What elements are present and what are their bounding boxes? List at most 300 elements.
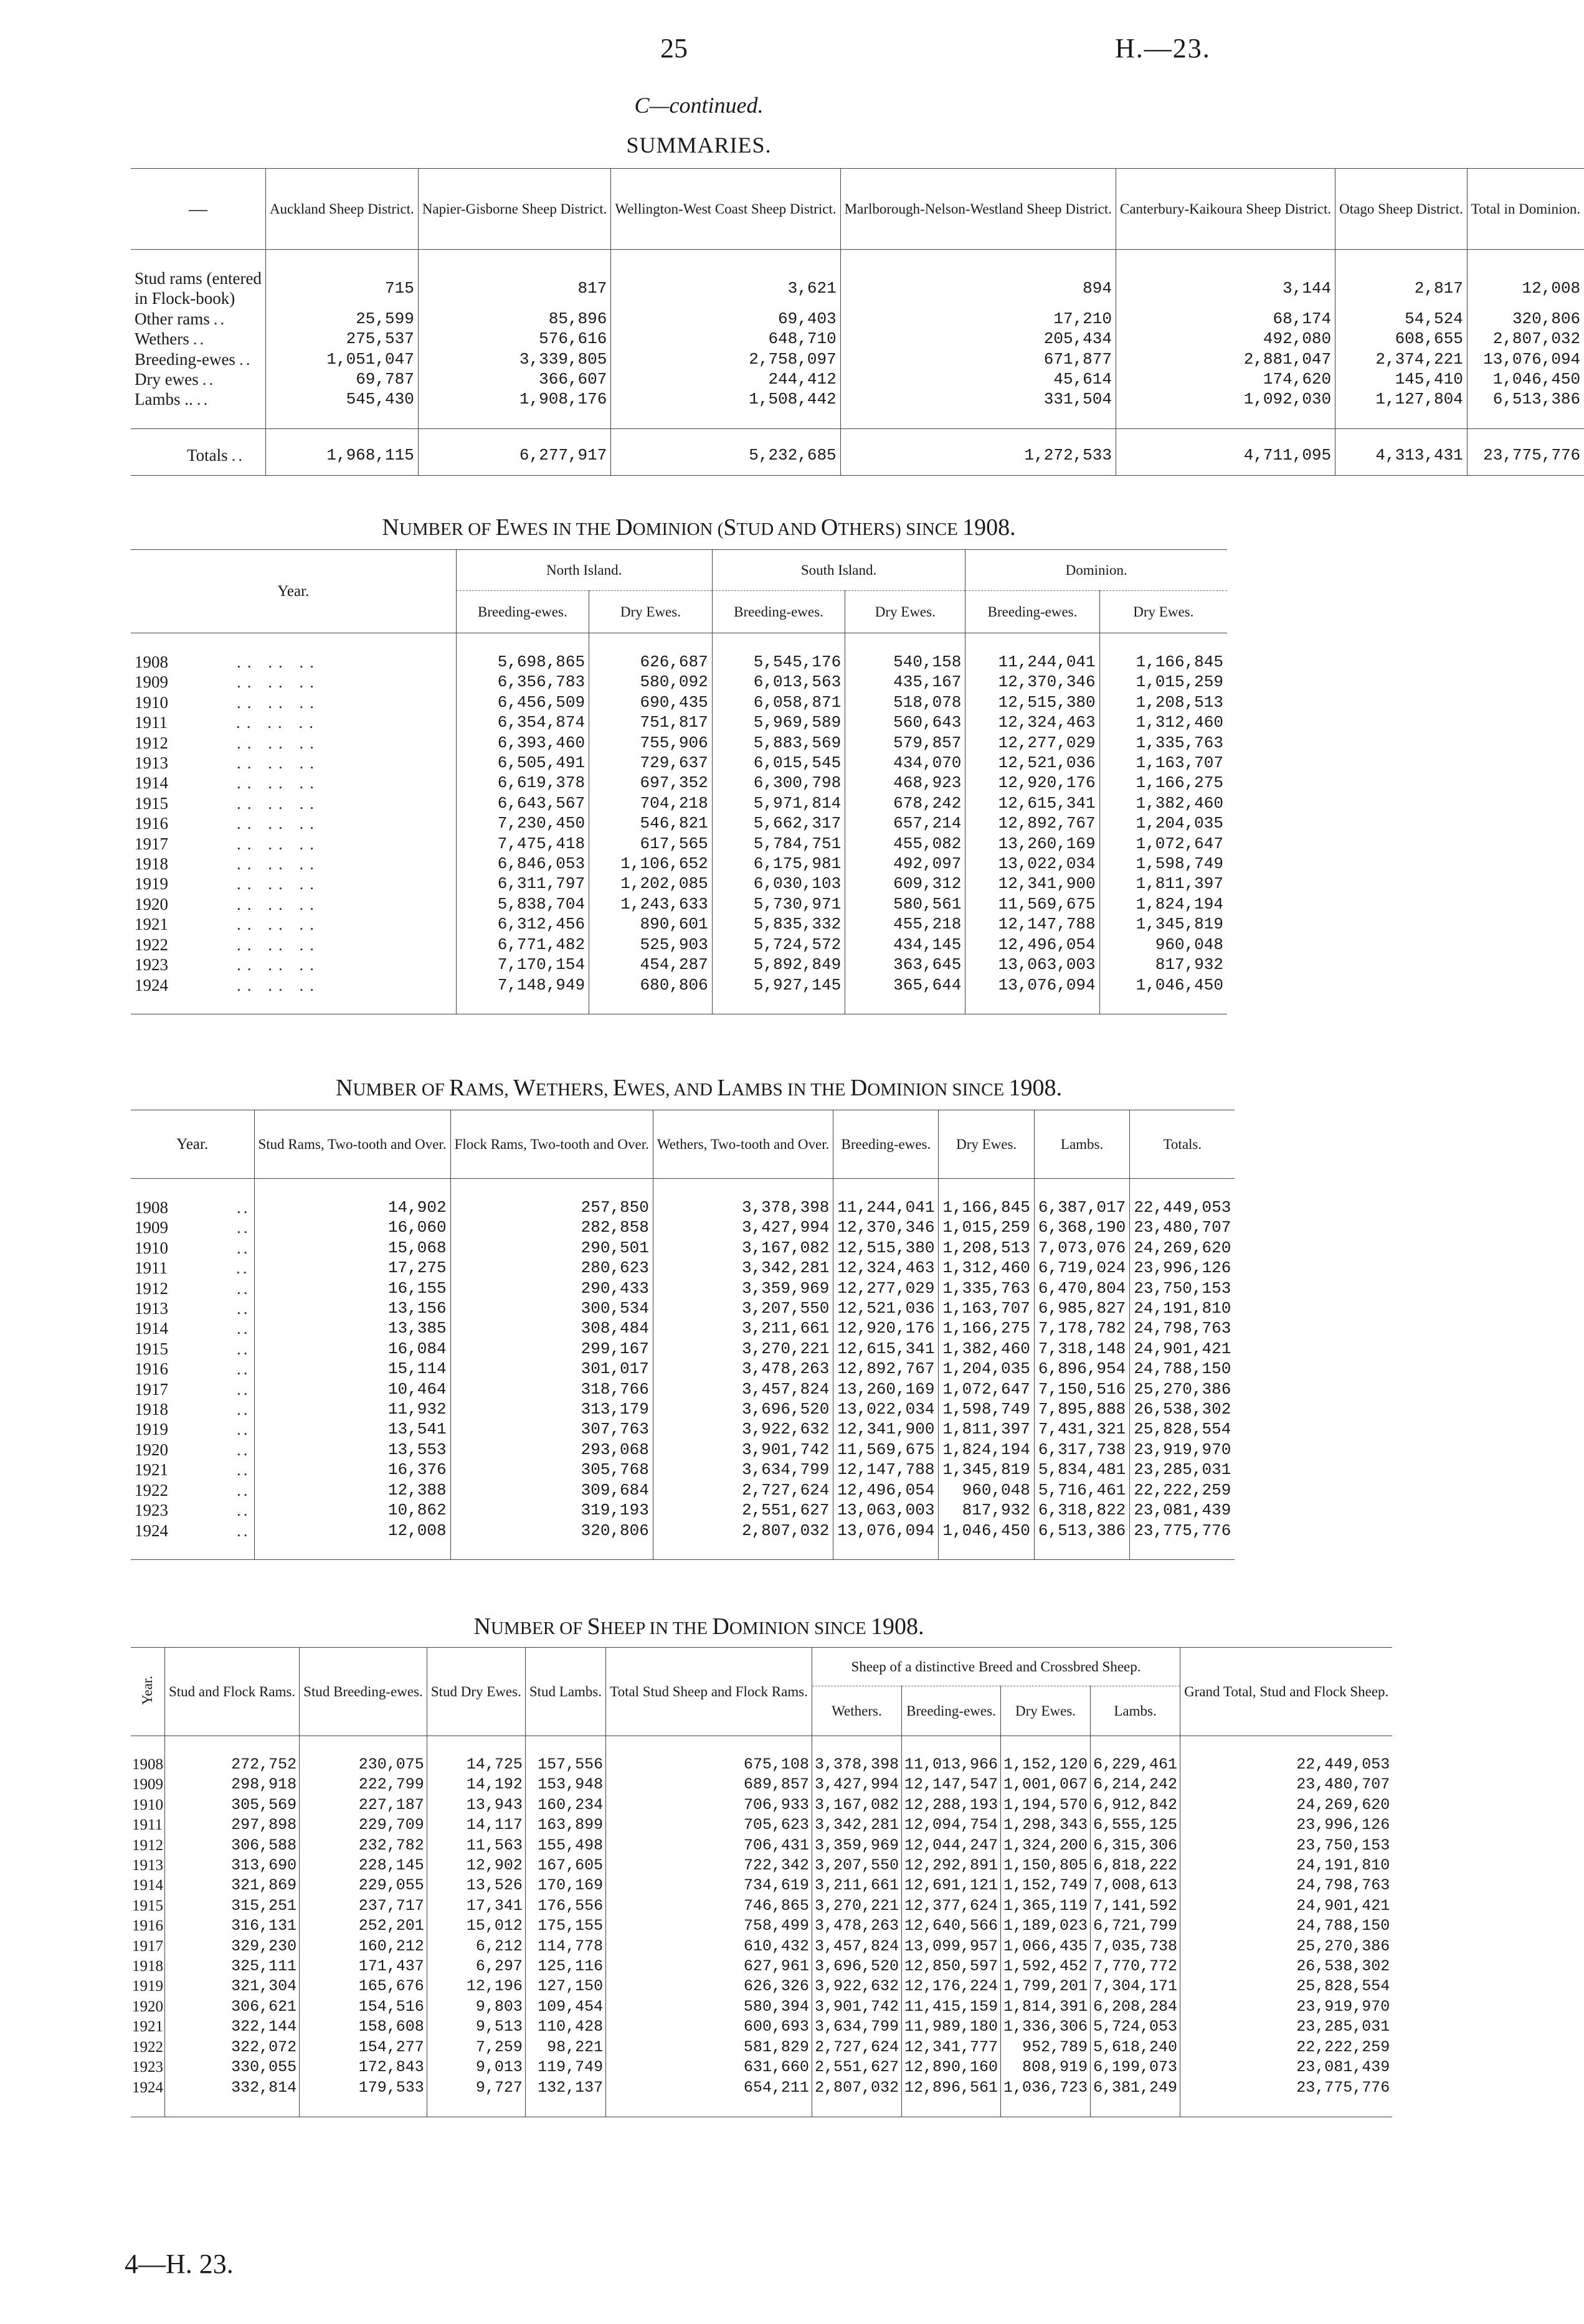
value-cell: 110,428 — [525, 2017, 605, 2037]
year-text: 1915 — [135, 793, 168, 813]
sub-header: Dry Ewes. — [589, 591, 713, 633]
value-cell: 546,821 — [589, 813, 713, 833]
year-text: 1909 — [135, 1218, 168, 1237]
value-cell: 6,470,804 — [1034, 1278, 1129, 1298]
value-cell: 579,857 — [845, 733, 965, 753]
value-cell: 320,806 — [450, 1521, 653, 1541]
value-cell: 7,431,321 — [1034, 1419, 1129, 1439]
value-cell: 6,356,783 — [456, 672, 589, 692]
year-text: 1917 — [135, 834, 168, 853]
ewes-table — [131, 549, 1227, 1014]
table-row — [131, 1399, 1235, 1419]
value-cell: 15,068 — [254, 1238, 450, 1258]
value-cell: 12,147,788 — [965, 914, 1099, 934]
year-text: 1922 — [135, 1480, 168, 1500]
value-cell: 13,943 — [427, 1795, 525, 1815]
table-row — [131, 1916, 1392, 1936]
leader-dots: .. .. .. — [237, 692, 320, 712]
table-row — [131, 2078, 1392, 2098]
leader-dots: .. — [236, 1259, 250, 1278]
value-cell: 1,208,513 — [1099, 692, 1227, 712]
value-cell: 1,824,194 — [939, 1440, 1034, 1460]
year-text: 1911 — [135, 1259, 168, 1278]
value-cell: 13,022,034 — [833, 1399, 939, 1419]
value-cell: 689,857 — [606, 1775, 812, 1795]
value-cell: 25,828,554 — [1130, 1419, 1235, 1439]
total-cell: 4,313,431 — [1335, 428, 1468, 475]
value-cell: 6,317,738 — [1034, 1440, 1129, 1460]
value-cell: 1,036,723 — [1001, 2078, 1091, 2098]
year-cell — [131, 773, 456, 793]
value-cell: 12,615,341 — [833, 1339, 939, 1359]
year-cell — [131, 854, 456, 874]
leader-dots: .. — [237, 1480, 250, 1500]
value-cell: 301,017 — [450, 1359, 653, 1379]
value-cell: 23,081,439 — [1130, 1500, 1235, 1520]
value-cell: 24,191,810 — [1130, 1298, 1235, 1318]
value-cell: 325,111 — [165, 1957, 300, 1977]
year-cell — [131, 813, 456, 833]
value-cell: 435,167 — [845, 672, 965, 692]
col-header: Auckland Sheep District. — [265, 169, 418, 250]
value-cell: 545,430 — [265, 389, 418, 409]
year-cell — [131, 1500, 254, 1520]
year-cell — [131, 652, 456, 672]
value-cell: 12,288,193 — [901, 1795, 1000, 1815]
value-cell: 24,788,150 — [1130, 1359, 1235, 1379]
value-cell: 6,297 — [427, 1957, 525, 1977]
value-cell: 12,292,891 — [901, 1856, 1000, 1876]
value-cell: 671,877 — [840, 349, 1116, 369]
value-cell: 12,370,346 — [965, 672, 1099, 692]
rams-table — [131, 1110, 1235, 1560]
value-cell: 330,055 — [165, 2057, 300, 2077]
table-row — [131, 1440, 1235, 1460]
value-cell: 24,901,421 — [1130, 1339, 1235, 1359]
value-cell: 817 — [418, 268, 611, 309]
group-header: Sheep of a distinctive Breed and Crossbred Sheep. — [812, 1648, 1180, 1686]
year-cell — [131, 672, 456, 692]
value-cell: 580,561 — [845, 894, 965, 914]
year-text: 1915 — [135, 1339, 168, 1358]
total-cell: 23,775,776 — [1467, 428, 1584, 475]
value-cell: 6,312,456 — [456, 914, 589, 934]
value-cell: 232,782 — [300, 1836, 427, 1856]
value-cell: 3,359,969 — [812, 1836, 901, 1856]
value-cell: 11,244,041 — [833, 1197, 939, 1217]
year-text: 1913 — [135, 1299, 168, 1318]
value-cell: 3,339,805 — [418, 349, 611, 369]
value-cell: 319,193 — [450, 1500, 653, 1520]
table-row — [131, 1238, 1235, 1258]
table-row — [131, 894, 1227, 914]
leader-dots: .. .. .. — [237, 975, 320, 994]
value-cell: 1,298,343 — [1001, 1815, 1091, 1835]
value-cell: 300,534 — [450, 1298, 653, 1318]
value-cell: 6,015,545 — [712, 753, 845, 773]
value-cell: 705,623 — [606, 1815, 812, 1835]
value-cell: 12,902 — [427, 1856, 525, 1876]
year-text: 1914 — [135, 773, 168, 793]
value-cell: 746,865 — [606, 1896, 812, 1916]
value-cell: 306,621 — [165, 1997, 300, 2017]
value-cell: 12,388 — [254, 1480, 450, 1500]
value-cell: 2,727,624 — [653, 1480, 833, 1500]
value-cell: 626,326 — [606, 1977, 812, 1996]
row-label — [131, 329, 265, 349]
value-cell: 15,012 — [427, 1916, 525, 1936]
year-cell — [131, 935, 456, 955]
value-cell: 5,698,865 — [456, 652, 589, 672]
col-header: Stud Rams, Two-tooth and Over. — [254, 1110, 450, 1179]
value-cell: 2,807,032 — [653, 1521, 833, 1541]
value-cell: 12,890,160 — [901, 2057, 1000, 2077]
value-cell: 1,015,259 — [939, 1217, 1034, 1237]
value-cell: 24,788,150 — [1180, 1916, 1393, 1936]
table-row — [131, 914, 1227, 934]
value-cell: 581,829 — [606, 2038, 812, 2057]
value-cell: 7,008,613 — [1091, 1876, 1180, 1896]
table-row — [131, 1258, 1235, 1278]
value-cell: 165,676 — [300, 1977, 427, 1996]
value-cell: 7,304,171 — [1091, 1977, 1180, 1996]
table-row — [131, 1197, 1235, 1217]
value-cell: 9,513 — [427, 2017, 525, 2037]
value-cell: 1,066,435 — [1001, 1937, 1091, 1957]
year-text: 1918 — [135, 1400, 168, 1419]
leader-dots: .. — [237, 1521, 250, 1540]
value-cell: 17,275 — [254, 1258, 450, 1278]
value-cell: 125,116 — [525, 1957, 605, 1977]
value-cell: 1,799,201 — [1001, 1977, 1091, 1996]
value-cell: 7,148,949 — [456, 975, 589, 995]
value-cell: 222,799 — [300, 1775, 427, 1795]
value-cell: 6,318,822 — [1034, 1500, 1129, 1520]
row-label-text: Lambs .. — [135, 390, 193, 409]
value-cell: 332,814 — [165, 2078, 300, 2098]
year-text: 1924 — [135, 975, 168, 994]
leader-dots: .. .. .. — [237, 894, 320, 914]
year-cell — [131, 1339, 254, 1359]
value-cell: 321,869 — [165, 1876, 300, 1896]
value-cell: 1,194,570 — [1001, 1795, 1091, 1815]
year-cell — [131, 793, 456, 813]
leader-dots: .. .. .. — [237, 935, 320, 954]
value-cell: 7,178,782 — [1034, 1318, 1129, 1338]
value-cell: 6,058,871 — [712, 692, 845, 712]
year-cell — [131, 1460, 254, 1480]
table-row — [131, 349, 1584, 369]
value-cell: 6,721,799 — [1091, 1916, 1180, 1936]
leader-dots: .. .. .. — [237, 874, 320, 894]
value-cell: 6,555,125 — [1091, 1815, 1180, 1835]
value-cell: 1,150,805 — [1001, 1856, 1091, 1876]
table-row — [131, 1419, 1235, 1439]
row-label-text: Dry ewes — [135, 370, 199, 389]
value-cell: 68,174 — [1116, 309, 1335, 329]
value-cell: 163,899 — [525, 1815, 605, 1835]
table-row — [131, 1217, 1235, 1237]
value-cell: 10,464 — [254, 1379, 450, 1399]
value-cell: 5,971,814 — [712, 793, 845, 813]
value-cell: 25,599 — [265, 309, 418, 329]
row-label-text: Breeding-ewes — [135, 349, 235, 369]
value-cell: 26,538,302 — [1130, 1399, 1235, 1419]
row-label-text: in Flock-book) — [135, 289, 235, 308]
col-header: Flock Rams, Two-tooth and Over. — [450, 1110, 653, 1179]
value-cell: 7,259 — [427, 2038, 525, 2057]
leader-dots: .. — [239, 349, 253, 369]
value-cell: 23,285,031 — [1130, 1460, 1235, 1480]
year-cell: 1923 — [132, 2059, 163, 2076]
year-cell — [131, 1197, 254, 1217]
row-label-text: Wethers — [135, 329, 189, 349]
year-cell — [131, 1258, 254, 1278]
col-header: Totals. — [1130, 1110, 1235, 1179]
table-row — [131, 369, 1584, 389]
value-cell: 1,166,845 — [1099, 652, 1227, 672]
table-row — [131, 1856, 1392, 1876]
value-cell: 627,961 — [606, 1957, 812, 1977]
value-cell: 290,433 — [450, 1278, 653, 1298]
leader-dots: .. .. .. — [237, 653, 320, 671]
year-text: 1920 — [135, 894, 168, 914]
value-cell: 25,270,386 — [1130, 1379, 1235, 1399]
value-cell: 6,381,249 — [1091, 2078, 1180, 2098]
value-cell: 1,072,647 — [939, 1379, 1034, 1399]
value-cell: 960,048 — [1099, 935, 1227, 955]
value-cell: 9,803 — [427, 1997, 525, 2017]
sheep-table — [131, 1647, 1392, 2117]
value-cell: 6,513,386 — [1034, 1521, 1129, 1541]
footer-code: 4—H. 23. — [125, 2249, 234, 2279]
year-cell — [131, 1359, 254, 1379]
year-cell: 1917 — [132, 1937, 163, 1955]
value-cell: 1,127,804 — [1335, 389, 1468, 409]
value-cell: 7,895,888 — [1034, 1399, 1129, 1419]
value-cell: 45,614 — [840, 369, 1116, 389]
value-cell: 16,060 — [254, 1217, 450, 1237]
table-row — [131, 1957, 1392, 1977]
year-cell: 1919 — [132, 1978, 163, 1995]
year-cell — [131, 914, 456, 934]
value-cell: 3,427,994 — [653, 1217, 833, 1237]
value-cell: 3,634,799 — [653, 1460, 833, 1480]
value-cell: 17,341 — [427, 1896, 525, 1916]
value-cell: 12,196 — [427, 1977, 525, 1996]
value-cell: 23,775,776 — [1180, 2078, 1393, 2098]
year-cell — [131, 1399, 254, 1419]
value-cell: 734,619 — [606, 1876, 812, 1896]
value-cell: 5,835,332 — [712, 914, 845, 934]
value-cell: 25,270,386 — [1180, 1937, 1393, 1957]
totals-row — [131, 428, 1584, 475]
value-cell: 6,175,981 — [712, 854, 845, 874]
value-cell: 1,243,633 — [589, 894, 713, 914]
value-cell: 272,752 — [165, 1755, 300, 1775]
value-cell: 455,218 — [845, 914, 965, 934]
value-cell: 237,717 — [300, 1896, 427, 1916]
value-cell: 26,538,302 — [1180, 1957, 1393, 1977]
value-cell: 12,324,463 — [965, 712, 1099, 732]
value-cell: 12,521,036 — [965, 753, 1099, 773]
total-cell: 1,272,533 — [840, 428, 1116, 475]
value-cell: 608,655 — [1335, 329, 1468, 349]
table-row — [131, 1480, 1235, 1500]
value-cell: 14,725 — [427, 1755, 525, 1775]
value-cell: 23,285,031 — [1180, 2017, 1393, 2037]
table-row — [131, 854, 1227, 874]
year-cell: 1909 — [132, 1776, 163, 1793]
value-cell: 318,766 — [450, 1379, 653, 1399]
value-cell: 11,415,159 — [901, 1997, 1000, 2017]
value-cell: 6,456,509 — [456, 692, 589, 712]
value-cell: 12,324,463 — [833, 1258, 939, 1278]
table-row — [131, 1896, 1392, 1916]
value-cell: 6,846,053 — [456, 854, 589, 874]
year-cell: 1918 — [132, 1958, 163, 1975]
value-cell: 13,156 — [254, 1298, 450, 1318]
col-header: Napier-Gisborne Sheep District. — [418, 169, 611, 250]
table-row — [131, 733, 1227, 753]
table-row — [131, 2057, 1392, 2077]
value-cell: 3,621 — [611, 268, 840, 309]
leader-dots: .. .. .. — [237, 773, 320, 793]
leader-dots: .. — [237, 1440, 250, 1459]
value-cell: 3,457,824 — [812, 1937, 901, 1957]
year-cell — [131, 1440, 254, 1460]
value-cell: 12,176,224 — [901, 1977, 1000, 1996]
value-cell: 13,076,094 — [1467, 349, 1584, 369]
value-cell: 24,191,810 — [1180, 1856, 1393, 1876]
value-cell: 160,212 — [300, 1937, 427, 1957]
col-header: Dry Ewes. — [939, 1110, 1034, 1179]
value-cell: 609,312 — [845, 874, 965, 894]
value-cell: 322,144 — [165, 2017, 300, 2037]
value-cell: 6,208,284 — [1091, 1997, 1180, 2017]
value-cell: 5,883,569 — [712, 733, 845, 753]
value-cell: 12,496,054 — [833, 1480, 939, 1500]
row-label — [131, 349, 265, 369]
value-cell: 2,374,221 — [1335, 349, 1468, 369]
value-cell: 1,015,259 — [1099, 672, 1227, 692]
value-cell: 11,569,675 — [965, 894, 1099, 914]
value-cell: 758,499 — [606, 1916, 812, 1936]
totals-label — [131, 428, 265, 475]
value-cell: 1,152,749 — [1001, 1876, 1091, 1896]
value-cell: 24,798,763 — [1180, 1876, 1393, 1896]
value-cell: 1,811,397 — [939, 1419, 1034, 1439]
value-cell: 11,244,041 — [965, 652, 1099, 672]
year-cell — [131, 712, 456, 732]
value-cell: 154,277 — [300, 2038, 427, 2057]
table-row — [131, 1298, 1235, 1318]
value-cell: 1,001,067 — [1001, 1775, 1091, 1795]
value-cell: 952,789 — [1001, 2038, 1091, 2057]
value-cell: 16,155 — [254, 1278, 450, 1298]
total-cell: 6,277,917 — [418, 428, 611, 475]
year-text: 1910 — [135, 692, 168, 712]
value-cell: 6,354,874 — [456, 712, 589, 732]
value-cell: 23,919,970 — [1180, 1997, 1393, 2017]
leader-dots: .. — [237, 1379, 250, 1399]
value-cell: 7,073,076 — [1034, 1238, 1129, 1258]
value-cell: 12,044,247 — [901, 1836, 1000, 1856]
value-cell: 3,167,082 — [653, 1238, 833, 1258]
value-cell: 12,892,767 — [965, 813, 1099, 833]
value-cell: 280,623 — [450, 1258, 653, 1278]
value-cell: 12,521,036 — [833, 1298, 939, 1318]
sub-header: Breeding-ewes. — [965, 591, 1099, 633]
year-cell — [131, 1318, 254, 1338]
value-cell: 12,892,767 — [833, 1359, 939, 1379]
value-cell: 13,553 — [254, 1440, 450, 1460]
value-cell: 25,828,554 — [1180, 1977, 1393, 1996]
table-row — [131, 834, 1227, 854]
value-cell: 307,763 — [450, 1419, 653, 1439]
value-cell: 229,709 — [300, 1815, 427, 1835]
page-number: 25 — [660, 33, 688, 64]
year-cell — [131, 692, 456, 712]
value-cell: 1,336,306 — [1001, 2017, 1091, 2037]
value-cell: 1,166,845 — [939, 1197, 1034, 1217]
col-header: Wellington-West Coast Sheep District. — [611, 169, 840, 250]
value-cell: 1,345,819 — [1099, 914, 1227, 934]
value-cell: 540,158 — [845, 652, 965, 672]
value-cell: 5,662,317 — [712, 813, 845, 833]
value-cell: 7,475,418 — [456, 834, 589, 854]
leader-dots: .. .. .. — [237, 673, 320, 692]
value-cell: 12,094,754 — [901, 1815, 1000, 1835]
value-cell: 1,152,120 — [1001, 1755, 1091, 1775]
value-cell: 580,092 — [589, 672, 713, 692]
value-cell: 1,382,460 — [939, 1339, 1034, 1359]
leader-dots: .. .. .. — [237, 955, 320, 975]
year-cell — [131, 1278, 254, 1298]
value-cell: 114,778 — [525, 1937, 605, 1957]
value-cell: 6,896,954 — [1034, 1359, 1129, 1379]
value-cell: 12,377,624 — [901, 1896, 1000, 1916]
row-label — [131, 309, 265, 329]
table-row — [131, 2038, 1392, 2057]
value-cell: 6,030,103 — [712, 874, 845, 894]
year-cell — [131, 834, 456, 854]
table-row — [131, 1815, 1392, 1835]
table-row — [131, 1460, 1235, 1480]
table-row — [131, 389, 1584, 409]
value-cell: 23,750,153 — [1130, 1278, 1235, 1298]
year-text: 1919 — [135, 1420, 168, 1439]
year-cell — [131, 733, 456, 753]
value-cell: 12,277,029 — [833, 1278, 939, 1298]
value-cell: 109,454 — [525, 1997, 605, 2017]
value-cell: 817,932 — [939, 1500, 1034, 1520]
value-cell: 1,824,194 — [1099, 894, 1227, 914]
year-cell — [131, 1521, 254, 1541]
value-cell: 7,230,450 — [456, 813, 589, 833]
table-row — [131, 1876, 1392, 1896]
value-cell: 560,643 — [845, 712, 965, 732]
sub-header: Wethers. — [812, 1686, 901, 1736]
value-cell: 1,365,119 — [1001, 1896, 1091, 1916]
value-cell: 24,901,421 — [1180, 1896, 1393, 1916]
value-cell: 3,378,398 — [812, 1755, 901, 1775]
table-row — [131, 1521, 1235, 1541]
value-cell: 24,798,763 — [1130, 1318, 1235, 1338]
year-text: 1917 — [135, 1379, 168, 1399]
value-cell: 12,640,566 — [901, 1916, 1000, 1936]
value-cell: 3,207,550 — [653, 1298, 833, 1318]
